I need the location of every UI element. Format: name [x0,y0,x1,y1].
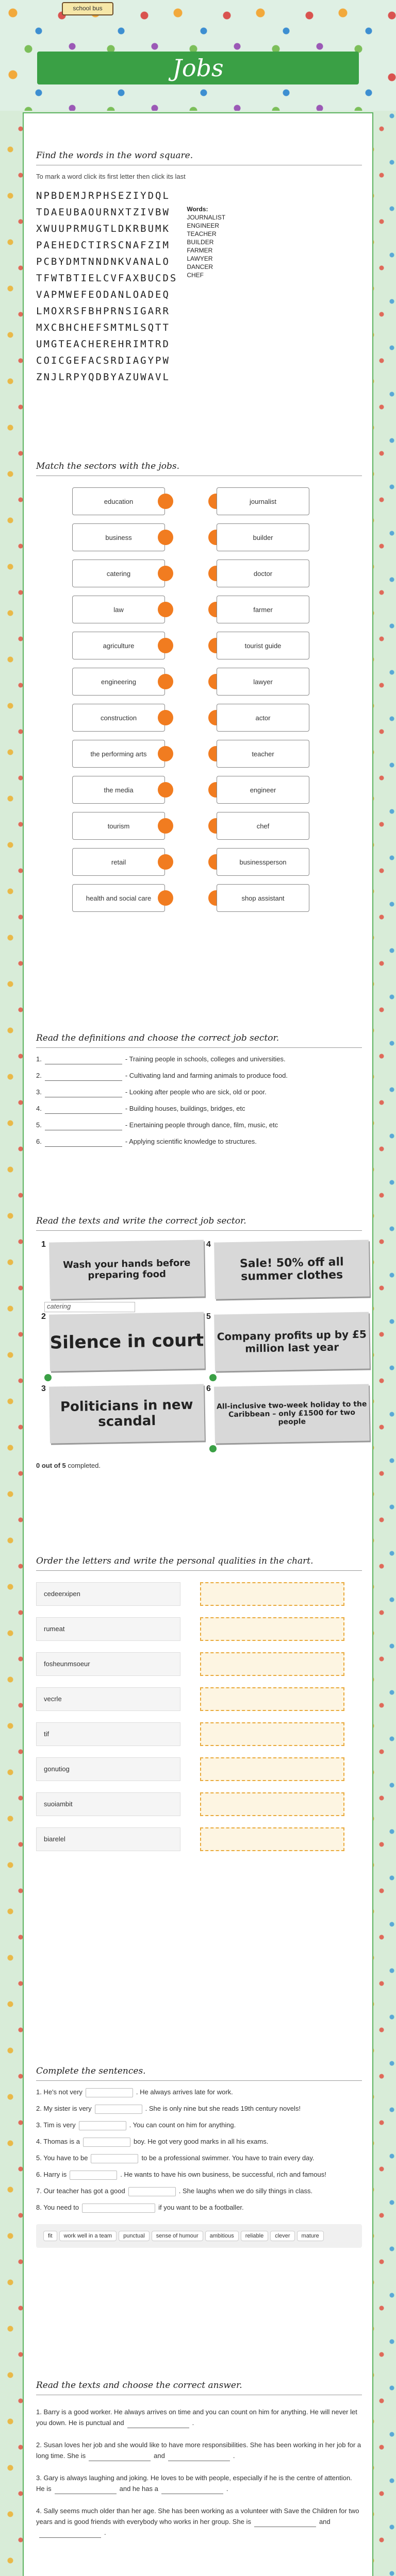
sector-box[interactable]: retail [72,848,165,876]
wordsearch-row[interactable]: LMOXRSFBHPRNSIGARR [36,306,170,317]
sector-connector-dot[interactable] [158,530,173,545]
paragraph-answer-input[interactable] [161,2486,223,2494]
sector-connector-dot[interactable] [158,602,173,617]
sentence-start: 7. Our teacher has got a good [36,2187,125,2195]
sentence-row [36,2202,362,2213]
word-list-item: DANCER [187,263,213,270]
word-bank-chip[interactable]: work well in a team [59,2231,117,2241]
sentence-start: 5. You have to be [36,2154,88,2162]
paragraph-text: . [226,2485,228,2493]
word-list-item: BUILDER [187,239,214,246]
text-paragraph [36,2505,362,2538]
sentence-blank-input[interactable] [79,2121,126,2130]
sector-box[interactable]: the performing arts [72,740,165,768]
word-bank [36,2224,362,2248]
page-title: Jobs [172,54,224,82]
clipping-headline: Sale! 50% off all summer clothes [239,1256,344,1283]
clipping-headline: Wash your hands before preparing food [63,1257,191,1281]
job-box[interactable]: farmer [217,596,309,623]
wordsearch-row[interactable]: PAEHEDCTIRSCNAFZIM [36,240,170,251]
scrambled-word: biarelel [36,1827,180,1851]
sector-box[interactable]: engineering [72,668,165,696]
clipping-number: 4 [206,1240,211,1249]
match-row [36,740,362,776]
sentence-blank-input[interactable] [86,2088,133,2097]
text-paragraph [36,2406,362,2428]
definition-row [36,1137,362,1147]
sentence-end: . She laughs when we do silly things in class. [178,2187,313,2195]
newspaper-clipping [214,1240,370,1299]
definition-number: 2. [36,1072,42,1079]
sector-box[interactable]: agriculture [72,632,165,659]
news-title: Read the texts and write the correct job sector. [36,1216,362,1231]
clipping-answer-indicator[interactable] [44,1374,52,1381]
paragraph-text: 4. Sally seems much older than her age. She has been working as a volunteer with Save the Children for two years and is good friends with everybody who works in her group. She is [36,2507,359,2526]
text-paragraph [36,2472,362,2494]
word-list-title: Words: [187,206,208,213]
job-box[interactable]: engineer [217,776,309,804]
paragraph-text: . [192,2419,194,2427]
definition-text: - Cultivating land and farming animals to produce food. [125,1072,288,1079]
paragraph-text: and [154,2452,165,2460]
newspaper-clipping [214,1384,370,1443]
word-bank-chip[interactable]: clever [270,2231,294,2241]
letter-row [36,1582,362,1606]
sector-box[interactable]: the media [72,776,165,804]
sentence-blank-input[interactable] [128,2187,176,2196]
matching-section [36,461,362,920]
paragraph-answer-input[interactable] [254,2519,316,2527]
sentences-section [36,2066,362,2248]
sentence-end: boy. He got very good marks in all his exams. [134,2138,269,2145]
wordsearch-row[interactable]: VAPMWEFEODANLOADEQ [36,289,170,300]
definition-text: - Building houses, buildings, bridges, etc [125,1105,245,1112]
match-row [36,560,362,596]
clipping-answer-field[interactable]: catering [44,1302,135,1312]
job-box[interactable]: businessperson [217,848,309,876]
wordsearch-row[interactable]: TFWTBTIELCVFAXBUCDS [36,273,178,284]
wordsearch-row[interactable]: MXCBHCHEFSMTMLSQTT [36,322,170,333]
definition-row [36,1104,362,1114]
sentence-start: 6. Harry is [36,2171,67,2178]
definition-number: 3. [36,1088,42,1096]
wordsearch-row[interactable]: UMGTEACHEREHRIMTRD [36,338,170,350]
match-row [36,812,362,848]
letter-row [36,1827,362,1851]
wordsearch-section [36,150,362,385]
wordsearch-row[interactable]: XWUUPRMUGTLDKRBUMK [36,223,170,234]
wordsearch-title: Find the words in the word square. [36,150,362,165]
wordsearch-instruction: To mark a word click its first letter then click its last [36,173,186,180]
clipping-number: 1 [41,1240,46,1249]
word-list-item: JOURNALIST [187,214,226,221]
job-box[interactable]: journalist [217,487,309,515]
scrambled-word: suoiambit [36,1792,180,1816]
definitions-title: Read the definitions and choose the correct job sector. [36,1033,362,1048]
word-bank-chip[interactable]: ambitious [205,2231,239,2241]
header-banner [0,0,396,111]
sector-box[interactable]: health and social care [72,884,165,912]
word-list [187,205,225,385]
wordsearch-row[interactable]: PCBYDMTNNDNKVANALO [36,256,170,267]
definition-text: - Enertaining people through dance, film, music, etc [125,1121,278,1129]
sector-answer-input[interactable] [45,1057,122,1064]
letter-row [36,1687,362,1711]
match-row [36,523,362,560]
paragraph-text: . [233,2452,235,2460]
school-bus-sign: school bus [62,2,113,15]
paragraph-text: 2. Susan loves her job and she would like to have more responsibilities. She has been working in her job for a long time. She is [36,2441,361,2460]
worksheet [23,112,373,2576]
sentence-row [36,2153,362,2163]
sector-connector-dot[interactable] [158,566,173,581]
sector-connector-dot[interactable] [158,818,173,834]
word-list-item: FARMER [187,247,213,254]
definition-number: 4. [36,1105,42,1112]
job-box[interactable]: actor [217,704,309,732]
sector-connector-dot[interactable] [158,494,173,509]
texts-section [36,2380,362,2538]
sector-connector-dot[interactable] [158,746,173,761]
match-row [36,487,362,523]
sector-box[interactable]: construction [72,704,165,732]
definition-number: 5. [36,1121,42,1129]
sector-box[interactable]: law [72,596,165,623]
definition-row [36,1071,362,1081]
sentence-row [36,2120,362,2130]
quality-answer-input[interactable] [200,1792,344,1816]
paragraph-answer-input[interactable] [89,2453,151,2461]
sentence-row [36,2137,362,2147]
sentence-end: . He wants to have his own business, be successful, rich and famous! [120,2171,326,2178]
definition-text: - Applying scientific knowledge to structures. [125,1138,257,1145]
sector-connector-dot[interactable] [158,854,173,870]
job-box[interactable]: teacher [217,740,309,768]
wordsearch-grid[interactable] [36,188,177,385]
paragraph-text: . [104,2529,106,2536]
sentence-row [36,2104,362,2114]
definition-row [36,1120,362,1130]
word-list-item: CHEF [187,272,204,279]
clipping-number: 6 [206,1384,211,1393]
sector-connector-dot[interactable] [158,638,173,653]
match-row [36,668,362,704]
word-list-item: LAWYER [187,255,213,262]
letter-row [36,1792,362,1816]
quality-answer-input[interactable] [200,1827,344,1851]
scrambled-word: cedeerxipen [36,1582,180,1606]
wordsearch-row[interactable]: COICGEFACSRDIAGYPW [36,355,170,366]
sector-box[interactable]: education [72,487,165,515]
clipping-number: 5 [206,1312,211,1321]
sentence-start: 2. My sister is very [36,2105,92,2112]
match-row [36,704,362,740]
scrambled-word: gonutiog [36,1757,180,1781]
quality-answer-input[interactable] [200,1582,344,1606]
definition-number: 1. [36,1055,42,1063]
word-bank-chip[interactable]: punctual [119,2231,150,2241]
newspaper-clipping [49,1312,205,1371]
word-bank-chip[interactable]: mature [297,2231,324,2241]
sentence-blank-input[interactable] [83,2138,130,2147]
clipping-answer-indicator[interactable] [209,1445,217,1452]
sentence-end: . You can count on him for anything. [129,2121,236,2129]
sentences-title: Complete the sentences. [36,2066,362,2081]
definition-text: - Training people in schools, colleges and universities. [125,1055,286,1063]
quality-answer-input[interactable] [200,1617,344,1641]
sentence-start: 4. Thomas is a [36,2138,80,2145]
definition-row [36,1054,362,1064]
sector-answer-input[interactable] [45,1090,122,1097]
job-box[interactable]: doctor [217,560,309,587]
letter-row [36,1652,362,1676]
scrambled-word: rumeat [36,1617,180,1641]
definitions-section [36,1033,362,1147]
clipping-number: 3 [41,1384,46,1393]
paragraph-text: and [319,2518,331,2526]
word-bank-chip[interactable]: reliable [241,2231,268,2241]
quality-answer-input[interactable] [200,1687,344,1711]
sentence-start: 8. You need to [36,2204,79,2211]
sector-answer-input[interactable] [45,1073,122,1081]
sentence-row [36,2170,362,2180]
sentence-row [36,2186,362,2196]
quality-answer-input[interactable] [200,1757,344,1781]
paragraph-answer-input[interactable] [127,2420,189,2428]
word-list-item: ENGINEER [187,222,220,229]
clipping-answer-indicator[interactable] [209,1374,217,1381]
wordsearch-row[interactable]: ZNJLRPYQDBYAZUWAVL [36,371,170,383]
scrambled-word: vecrle [36,1687,180,1711]
sentence-start: 3. Tim is very [36,2121,76,2129]
sentence-end: . He always arrives late for work. [136,2088,233,2096]
sector-box[interactable]: tourism [72,812,165,840]
sector-connector-dot[interactable] [158,782,173,798]
quality-answer-input[interactable] [200,1722,344,1746]
clipping-headline: All-inclusive two-week holiday to the Caribbean – only £1500 for two people [216,1400,367,1427]
word-bank-chip[interactable]: sense of humour [152,2231,203,2241]
definition-text: - Looking after people who are sick, old or poor. [125,1088,267,1096]
newspaper-clipping [214,1312,370,1371]
sector-answer-input[interactable] [45,1139,122,1147]
letter-row [36,1722,362,1746]
title-bar [37,52,359,84]
completion-status: 0 out of 5 completed. [36,1462,101,1469]
wordsearch-row[interactable]: NPBDEMJRPHSEZIYDQL [36,190,170,201]
text-paragraph [36,2439,362,2461]
job-box[interactable]: shop assistant [217,884,309,912]
news-section [36,1216,367,1469]
wordsearch-row[interactable]: TDAEUBAOURNXTZIVBW [36,207,170,218]
matching-title: Match the sectors with the jobs. [36,461,362,476]
word-list-item: TEACHER [187,230,217,238]
job-box[interactable]: lawyer [217,668,309,696]
clipping-headline: Company profits up by £5 million last year [217,1328,367,1355]
paragraph-answer-input[interactable] [39,2530,101,2538]
match-row [36,848,362,884]
letter-row [36,1617,362,1641]
sentence-end: . She is only nine but she reads 19th century novels! [145,2105,301,2112]
sector-answer-input[interactable] [45,1123,122,1130]
match-row [36,596,362,632]
definition-number: 6. [36,1138,42,1145]
match-row [36,632,362,668]
paragraph-text: and he has a [119,2485,158,2493]
sector-box[interactable]: catering [72,560,165,587]
definition-row [36,1087,362,1097]
sentence-blank-input[interactable] [91,2154,138,2163]
paragraph-answer-input[interactable] [168,2453,230,2461]
sentence-blank-input[interactable] [95,2105,142,2114]
letter-row [36,1757,362,1781]
sector-box[interactable]: business [72,523,165,551]
job-box[interactable]: chef [217,812,309,840]
sentence-end: to be a professional swimmer. You have to train every day. [141,2154,315,2162]
paragraph-answer-input[interactable] [55,2486,117,2494]
paragraph-text: 3. Gary is always laughing and joking. He loves to be with people, especially if he is the centre of attention. He is [36,2474,352,2493]
quality-answer-input[interactable] [200,1652,344,1676]
sentence-blank-input[interactable] [70,2171,117,2180]
clipping-number: 2 [41,1312,46,1321]
match-row [36,776,362,812]
word-bank-chip[interactable]: fit [43,2231,57,2241]
clipping-headline: Politicians in new scandal [60,1397,193,1430]
texts-title: Read the texts and choose the correct answer. [36,2380,362,2395]
sentence-row [36,2087,362,2097]
letters-title: Order the letters and write the personal qualities in the chart. [36,1556,362,1571]
job-box[interactable]: builder [217,523,309,551]
newspaper-clipping [49,1240,205,1299]
sector-answer-input[interactable] [45,1106,122,1114]
paragraph-text: 1. Barry is a good worker. He always arrives on time and you can count on him for anything. He will never let you down. He is punctual and [36,2408,357,2427]
job-box[interactable]: tourist guide [217,632,309,659]
sentence-blank-input[interactable] [82,2204,155,2213]
scrambled-word: fosheunmsoeur [36,1652,180,1676]
sector-connector-dot[interactable] [158,674,173,689]
match-row [36,884,362,920]
scrambled-word: tif [36,1722,180,1746]
sector-connector-dot[interactable] [158,890,173,906]
newspaper-clipping [49,1384,205,1443]
sentence-start: 1. He's not very [36,2088,82,2096]
sector-connector-dot[interactable] [158,710,173,725]
clipping-headline: Silence in court [50,1330,204,1353]
letters-section [36,1556,362,1851]
sentence-end: if you want to be a footballer. [158,2204,244,2211]
